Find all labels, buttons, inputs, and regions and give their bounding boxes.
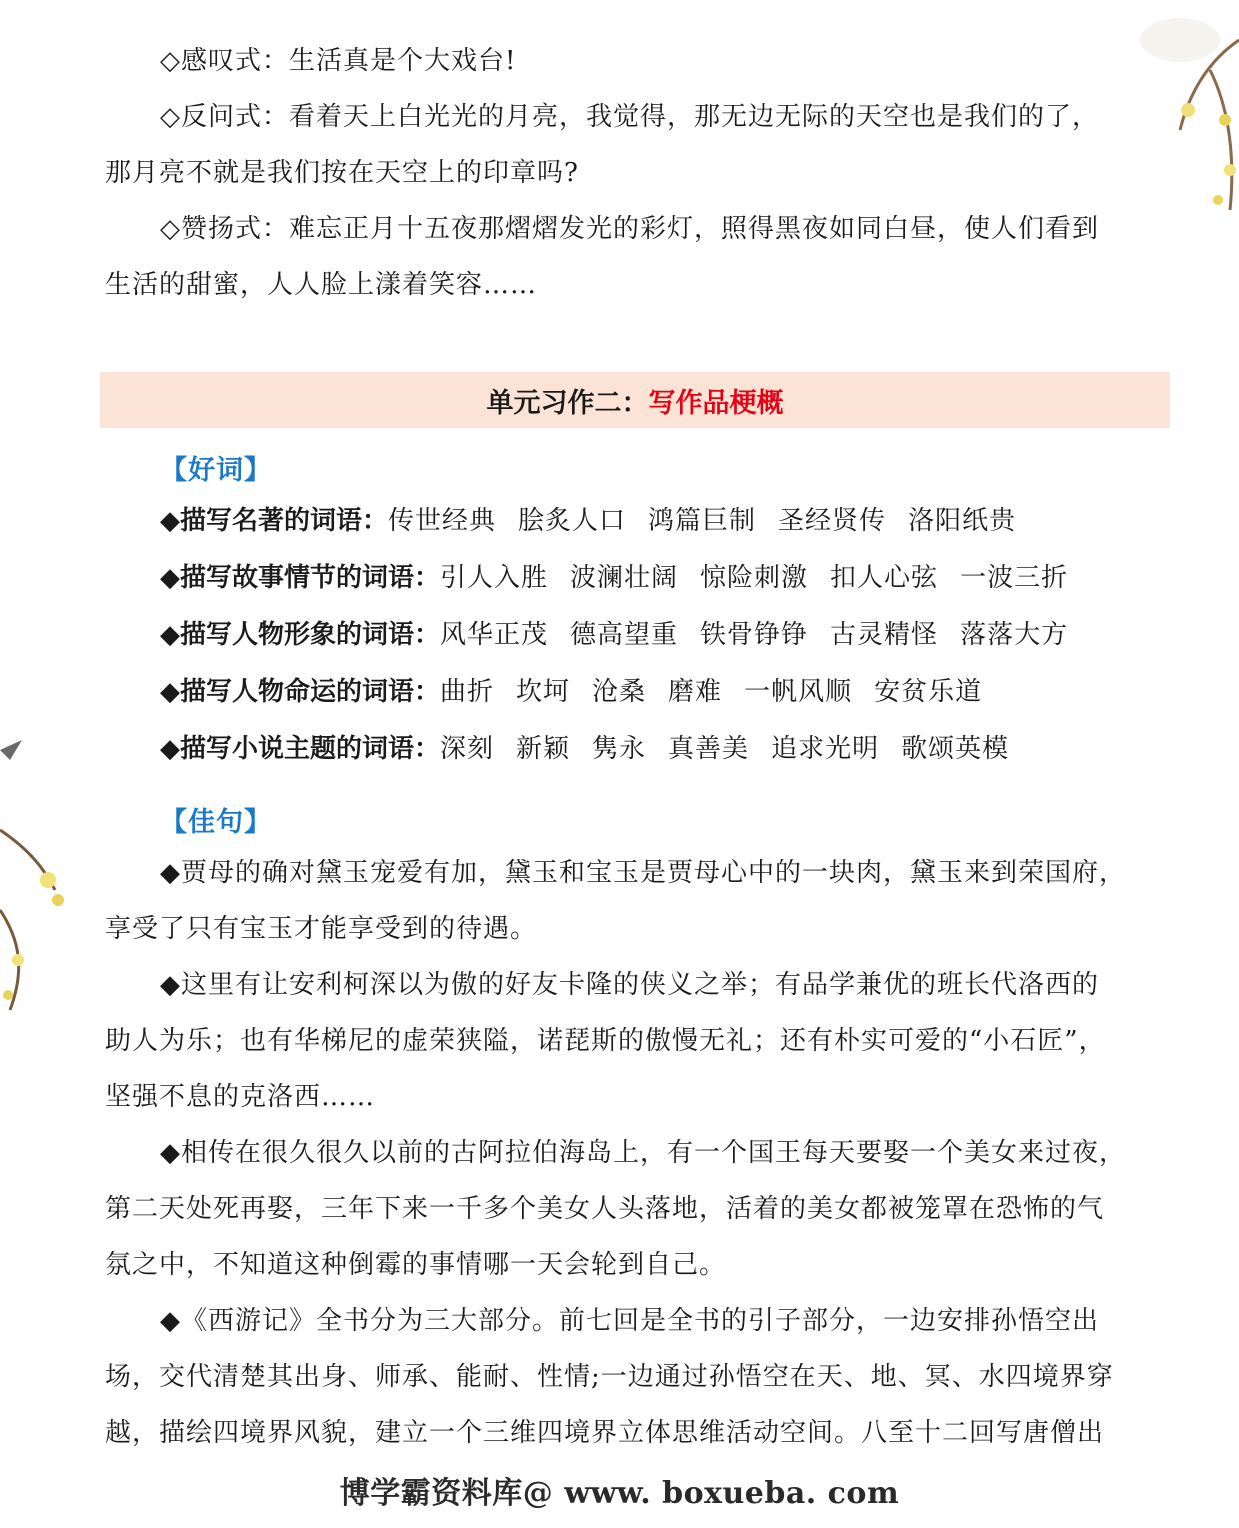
sentence-line: 第二天处死再娶，三年下来一千多个美女人头落地，活着的美女都被笼罩在恐怖的气	[105, 1194, 1105, 1224]
sentence-line: ◆《西游记》全书分为三大部分。前七回是全书的引子部分，一边安排孙悟空出	[160, 1306, 1099, 1336]
sentence-line: ◆相传在很久很久以前的古阿拉伯海岛上，有一个国王每天要娶一个美女来过夜，	[160, 1138, 1126, 1168]
word: 磨难	[668, 677, 723, 707]
sentence-line: 场，交代清楚其出身、师承、能耐、性情;一边通过孙悟空在天、地、冥、水四境界穿	[105, 1362, 1114, 1392]
word: 风华正茂	[440, 620, 549, 650]
banner-lead: 单元习作二：	[486, 387, 649, 419]
word: 引人入胜	[440, 563, 549, 593]
word: 洛阳纸贵	[908, 506, 1017, 536]
sentence-line: 助人为乐；也有华梯尼的虚荣狭隘，诺琵斯的傲慢无礼；还有朴实可爱的“小石匠”，	[105, 1026, 1106, 1056]
word: 歌颂英模	[901, 734, 1010, 764]
intro-line: 那月亮不就是我们按在天空上的印章吗?	[105, 158, 579, 188]
word: 德高望重	[570, 620, 679, 650]
good-words-heading: 【好词】	[160, 455, 272, 486]
intro-line: ◇反问式：看着天上白光光的月亮，我觉得，那无边无际的天空也是我们的了，	[160, 102, 1099, 132]
word: 深刻	[440, 734, 495, 764]
word-row-label: ◆描写人物形象的词语：	[160, 620, 440, 650]
word: 铁骨铮铮	[700, 620, 809, 650]
banner-title: 写作品梗概	[648, 387, 784, 419]
word: 曲折	[440, 677, 495, 707]
intro-line: ◇感叹式：生活真是个大戏台!	[160, 46, 517, 76]
word: 安贫乐道	[874, 677, 983, 707]
word: 传世经典	[388, 506, 497, 536]
word: 坎坷	[516, 677, 571, 707]
word: 一帆风顺	[744, 677, 853, 707]
word: 一波三折	[960, 563, 1069, 593]
blossom-branch-left-icon	[0, 730, 80, 1020]
sentence-line: 氛之中，不知道这种倒霉的事情哪一天会轮到自己。	[105, 1250, 727, 1280]
word: 落落大方	[960, 620, 1069, 650]
intro-line: ◇赞扬式：难忘正月十五夜那熠熠发光的彩灯，照得黑夜如同白昼，使人们看到	[160, 214, 1099, 244]
word-row-label: ◆描写故事情节的词语：	[160, 563, 440, 593]
watermark: 博学霸资料库@ www. boxueba. com	[339, 1476, 900, 1511]
word: 圣经贤传	[778, 506, 887, 536]
sentence-line: 越，描绘四境界风貌，建立一个三维四境界立体思维活动空间。八至十二回写唐僧出	[105, 1418, 1105, 1448]
word: 脍炙人口	[518, 506, 627, 536]
word: 古灵精怪	[830, 620, 939, 650]
word-row	[160, 618, 1090, 652]
word-row	[160, 561, 1090, 595]
good-sentences-heading: 【佳句】	[160, 807, 272, 838]
intro-line: 生活的甜蜜，人人脸上漾着笑容……	[105, 270, 538, 300]
word: 隽永	[592, 734, 647, 764]
word-row-label: ◆描写名著的词语：	[160, 506, 388, 536]
word: 惊险刺激	[700, 563, 809, 593]
word-row	[160, 732, 1031, 766]
sentence-line: 坚强不息的克洛西……	[105, 1082, 376, 1112]
sentence-line: ◆贾母的确对黛玉宠爱有加，黛玉和宝玉是贾母心中的一块肉，黛玉来到荣国府，	[160, 858, 1126, 888]
sentence-line: ◆这里有让安利柯深以为傲的好友卡隆的侠义之举；有品学兼优的班长代洛西的	[160, 970, 1099, 1000]
section-banner	[100, 372, 1170, 428]
word: 波澜壮阔	[570, 563, 679, 593]
word-row	[160, 504, 1038, 538]
word: 真善美	[668, 734, 750, 764]
word-row-label: ◆描写小说主题的词语：	[160, 734, 440, 764]
word: 追求光明	[771, 734, 880, 764]
word: 鸿篇巨制	[648, 506, 757, 536]
word: 沧桑	[592, 677, 647, 707]
word-row	[160, 675, 1004, 709]
word: 新颖	[516, 734, 571, 764]
sentence-line: 享受了只有宝玉才能享受到的待遇。	[105, 914, 538, 944]
word: 扣人心弦	[830, 563, 939, 593]
word-row-label: ◆描写人物命运的词语：	[160, 677, 440, 707]
